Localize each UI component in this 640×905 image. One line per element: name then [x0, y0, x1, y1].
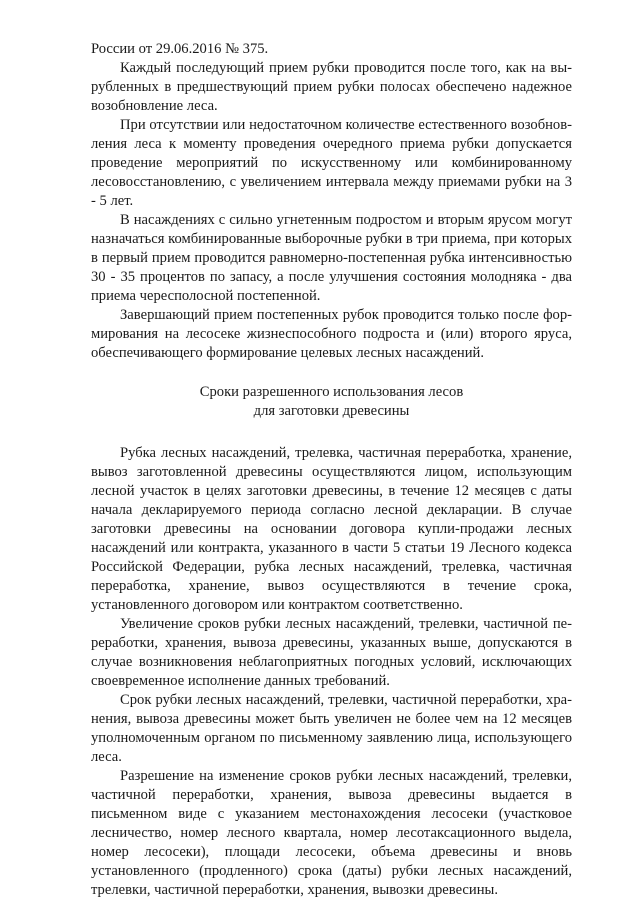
paragraph-reforestation: При отсутствии или недостаточном количестве естественного возобновления леса к моменту проведения очередного приема рубки допускается проведение мероприятий по искусственному или комбинированному лесовосстановлению, с увеличением интервала между приемами рубки на 3 - 5 лет.	[91, 117, 572, 209]
paragraph-cutting-terms: Рубка лесных насаждений, трелевка, частичная переработка, хранение, вывоз заготовленной древесины осуществляются лицом, использующим лесной участок в целях заготовки древесины, в течение 12 месяцев с даты начала декларируемого периода согласно лесной декларации. В случае заготовки древесины на основании договора купли-продажи лесных насаждений или контракта, указанного в части 5 статьи 19 Лесного кодекса Российской Федерации, рубка лесных насаждений, трелевка, частичная переработка, хранение, вывоз осуществляются в течение срока, установленного договором или контрактом соответственно.	[91, 445, 572, 613]
document-page	[91, 40, 572, 900]
paragraph-extension-limit: Срок рубки лесных насаждений, трелевки, частичной переработки, хранения, вывоза древесины может быть увеличен не более чем на 12 месяцев уполномоченным органом по письменному заявлению лица, использующего леса.	[91, 692, 572, 765]
paragraph-term-extension: Увеличение сроков рубки лесных насаждений, трелевки, частичной переработки, хранения, вывоза древесины, указанных выше, допускаются в случае возникновения неблагоприятных погодных условий, исключающих своевременное исполнение данных требований.	[91, 616, 572, 689]
section-heading-line1: Сроки разрешенного использования лесов	[199, 384, 464, 400]
section-heading-line2: для заготовки древесины	[253, 403, 410, 419]
paragraph-combined-cutting: В насаждениях с сильно угнетенным подростом и вторым ярусом могут назначаться комбинированные выборочные рубки в три приема, при которых в первый прием проводится равномерно-постепенная рубка интенсивностью 30 - 35 процентов по запасу, а после улучшения состояния молодняка - два приема чересполосной постепенной.	[91, 212, 572, 304]
paragraph-permission: Разрешение на изменение сроков рубки лесных насаждений, трелевки, частичной переработки, хранения, вывоза древесины выдается в письменном виде с указанием местонахождения лесосеки (участковое лесничество, номер лесного квартала, номер лесотаксационного выдела, номер лесосеки), площади лесосеки, объема древесины и вновь установленного (продленного) срока (даты) рубки лесных насаждений, трелевки, частичной переработки, хранения, вывозки древесины.	[91, 768, 572, 898]
paragraph-subsequent-cutting: Каждый последующий прием рубки проводится после того, как на вырубленных в предшествующий прием рубки полосах обеспечено надежное возобновление леса.	[91, 60, 572, 114]
paragraph-final-cutting: Завершающий прием постепенных рубок проводится только после формирования на лесосеке жизнеспособного подроста и (или) второго яруса, обеспечивающего формирование целевых лесных насаждений.	[91, 307, 572, 361]
paragraph-continuation: России от 29.06.2016 № 375.	[91, 41, 269, 57]
section-heading	[91, 383, 572, 421]
